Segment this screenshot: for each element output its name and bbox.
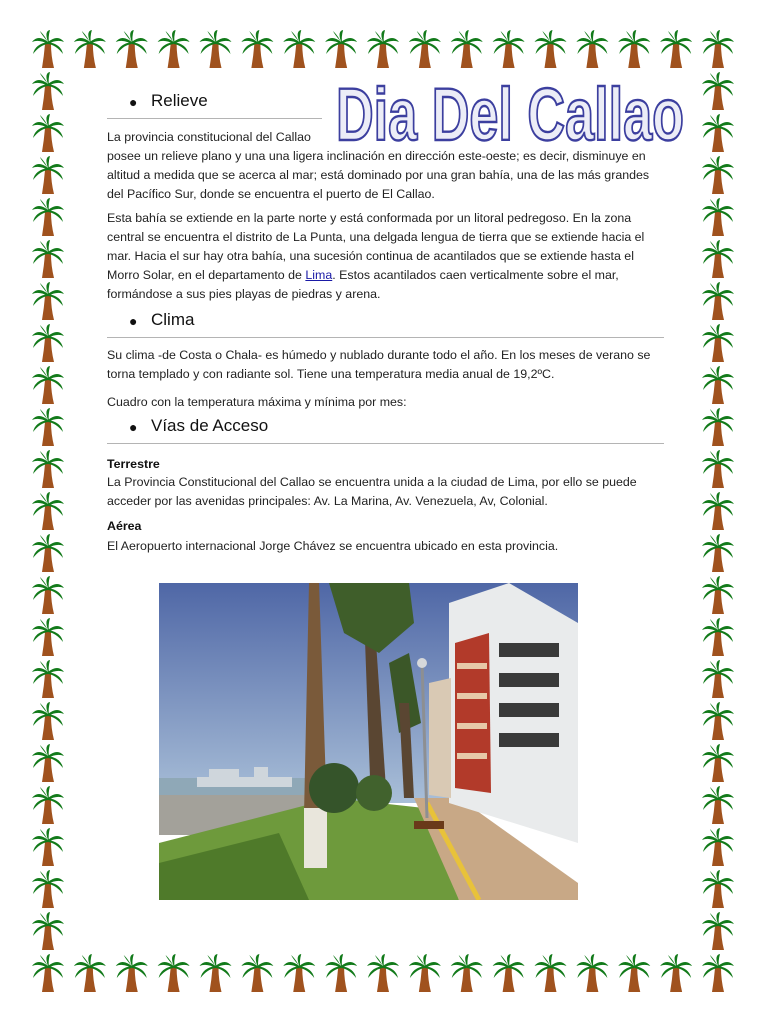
aerea-paragraph — [107, 537, 665, 556]
palm-tree-icon — [74, 954, 106, 992]
palm-tree-icon — [32, 786, 64, 824]
callao-boardwalk-photo — [159, 583, 578, 900]
section-heading-relieve — [107, 88, 322, 119]
heading-label: Relieve — [151, 91, 208, 110]
aerea-text: El Aeropuerto internacional Jorge Chávez se encuentra ubicado en esta provincia. — [107, 539, 559, 553]
palm-tree-icon — [702, 954, 734, 992]
palm-tree-icon — [32, 156, 64, 194]
palm-tree-icon — [200, 954, 232, 992]
page-title — [330, 76, 690, 152]
palm-tree-icon — [660, 954, 692, 992]
palm-tree-icon — [32, 702, 64, 740]
palm-tree-icon — [32, 828, 64, 866]
relieve-paragraph-first-line — [107, 128, 322, 147]
palm-tree-icon — [702, 828, 734, 866]
lamp — [417, 658, 427, 668]
palm-tree-icon — [116, 30, 148, 68]
terrestre-paragraph — [107, 473, 665, 511]
palm-tree-icon — [702, 660, 734, 698]
palm-tree-icon — [618, 30, 650, 68]
palm-tree-icon — [702, 198, 734, 236]
terrestre-heading: Terrestre — [107, 457, 160, 471]
palm-tree-icon — [32, 450, 64, 488]
relieve-text-2b: . Estos acantilados caen verticalmente sobre el mar, formándose a sus pies playas de piedras y arena. — [107, 268, 619, 301]
palm-tree-icon — [32, 954, 64, 992]
relieve-paragraph-1 — [107, 147, 665, 204]
palm-tree-icon — [32, 72, 64, 110]
palm-tree-icon — [74, 30, 106, 68]
palm-tree-icon — [409, 30, 441, 68]
palm-tree-icon — [325, 954, 357, 992]
palm-tree-icon — [32, 366, 64, 404]
bullet-icon: ● — [129, 94, 138, 110]
palm-tree-icon — [32, 408, 64, 446]
palm-tree-icon — [535, 30, 567, 68]
palm-tree-icon — [158, 954, 190, 992]
bullet-icon: ● — [129, 313, 138, 329]
palm-tree-icon — [32, 870, 64, 908]
palm-tree-icon — [576, 30, 608, 68]
relieve-text-2a: Esta bahía se extiende en la parte norte y está conformada por un litoral pedregoso. En la zona central se encuentra el distrito de La Punta, una delgada lengua de tierra que se extiende hacia el mar. Hacia el sur hay otra bahía, una sucesión continua de acantilados que se extiende hasta el Morro Solar, en el departamento de — [107, 211, 645, 282]
heading-label: Vías de Acceso — [151, 416, 269, 435]
palm-tree-icon — [702, 366, 734, 404]
lima-link[interactable]: Lima — [305, 268, 333, 282]
palm-tree-icon — [702, 786, 734, 824]
palm-tree-icon — [451, 30, 483, 68]
relieve-text-line1: La provincia constitucional del Callao — [107, 130, 311, 144]
palm-tree-icon — [702, 870, 734, 908]
palm-tree-icon — [32, 282, 64, 320]
palm-tree-icon — [32, 198, 64, 236]
heading-label: Clima — [151, 310, 195, 329]
relieve-paragraph-2 — [107, 209, 665, 304]
palm-tree-icon — [241, 30, 273, 68]
palm-tree-icon — [32, 492, 64, 530]
palm-tree-icon — [702, 912, 734, 950]
palm-tree-icon — [702, 534, 734, 572]
bench — [414, 821, 444, 829]
palm-tree-icon — [32, 324, 64, 362]
palm-tree-icon — [158, 30, 190, 68]
palm-tree-icon — [32, 660, 64, 698]
palm-tree-icon — [409, 954, 441, 992]
palm-tree-icon — [325, 30, 357, 68]
palm-tree-icon — [702, 72, 734, 110]
palm-tree-icon — [576, 954, 608, 992]
palm-tree-icon — [32, 114, 64, 152]
palm-tree-icon — [283, 954, 315, 992]
palm-tree-icon — [32, 618, 64, 656]
palm-tree-icon — [660, 30, 692, 68]
section-heading-clima — [107, 307, 664, 338]
palm-tree-icon — [32, 240, 64, 278]
clima-text-2: Cuadro con la temperatura máxima y mínima por mes: — [107, 395, 407, 409]
palm-tree-icon — [702, 744, 734, 782]
palm-tree-icon — [702, 450, 734, 488]
palm-tree-icon — [535, 954, 567, 992]
palm-tree-icon — [367, 954, 399, 992]
relieve-text-1: posee un relieve plano y una una ligera inclinación en dirección este-oeste; es decir, disminuye en altitud a medida que se acerca al mar; está dominado por una gran bahía, una de las más grandes del Pacífico Sur, donde se encuentra el puerto de El Callao. — [107, 149, 650, 201]
palm-tree-icon — [116, 954, 148, 992]
bullet-icon: ● — [129, 419, 138, 435]
palm-tree-icon — [241, 954, 273, 992]
aerea-heading: Aérea — [107, 519, 142, 533]
palm-tree-icon — [32, 30, 64, 68]
terrestre-text: La Provincia Constitucional del Callao se encuentra unida a la ciudad de Lima, por ello se puede acceder por las avenidas principales: Av. La Marina, Av. Venezuela, Av, Colonial. — [107, 475, 637, 508]
palm-tree-icon — [702, 576, 734, 614]
palm-tree-icon — [32, 576, 64, 614]
palm-tree-icon — [451, 954, 483, 992]
palm-tree-icon — [367, 30, 399, 68]
palm-tree-icon — [702, 114, 734, 152]
palm-tree-icon — [200, 30, 232, 68]
clima-paragraph-1 — [107, 346, 665, 384]
section-heading-vias — [107, 413, 664, 444]
clima-paragraph-2 — [107, 393, 665, 412]
palm-tree-icon — [702, 618, 734, 656]
palm-tree-icon — [283, 30, 315, 68]
palm-tree-icon — [32, 912, 64, 950]
palm-tree-icon — [493, 954, 525, 992]
palm-tree-icon — [618, 954, 650, 992]
palm-tree-icon — [32, 534, 64, 572]
palm-tree-icon — [702, 324, 734, 362]
clima-text-1: Su clima -de Costa o Chala- es húmedo y nublado durante todo el año. En los meses de verano se torna templado y con radiante sol. Tiene una temperatura media anual de 19,2ºC. — [107, 348, 651, 381]
page-title-text: Dia Del Callao — [336, 76, 684, 152]
palm-tree-icon — [702, 702, 734, 740]
palm-tree-icon — [702, 408, 734, 446]
palm-tree-icon — [493, 30, 525, 68]
palm-tree-icon — [702, 282, 734, 320]
palm-tree-icon — [702, 240, 734, 278]
palm-tree-icon — [702, 156, 734, 194]
palm-tree-icon — [702, 492, 734, 530]
palm-tree-icon — [32, 744, 64, 782]
palm-tree-icon — [702, 30, 734, 68]
